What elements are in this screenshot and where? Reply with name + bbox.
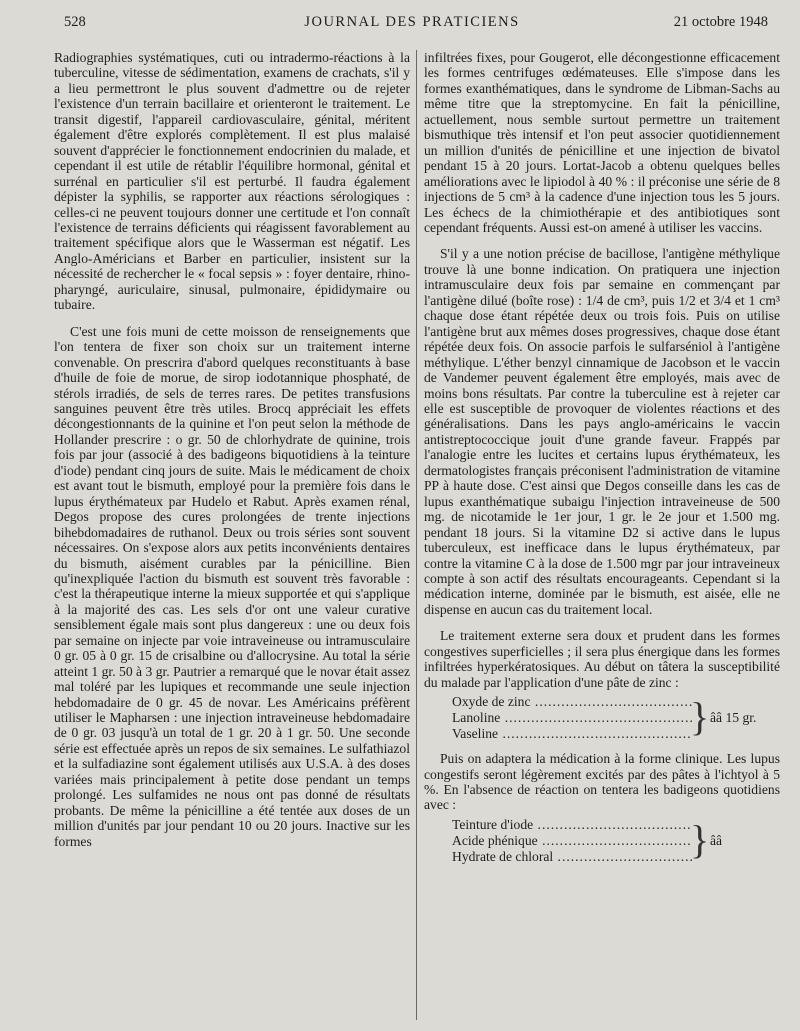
formula-item: Oxyde de zinc ..... xyxy=(452,694,692,709)
formula-item: Hydrate de chloral ..... xyxy=(452,849,692,864)
page-number: 528 xyxy=(64,14,86,30)
page-header xyxy=(56,12,768,34)
formula-item: Vaseline ..... xyxy=(452,726,692,741)
formula-item: Lanoline ..... xyxy=(452,710,692,725)
column-divider xyxy=(416,50,417,1020)
right-column xyxy=(424,50,780,874)
zinc-paste-formula xyxy=(424,694,780,743)
issue-date: 21 octobre 1948 xyxy=(673,14,768,30)
right-paragraph-2: S'il y a une notion précise de bacillose, l'antigène méthylique trouve là une bonne indication. On pratiquera une injection intramusculaire deux fois par semaine en commençant par l'antigène dilué (boîte rose) : 1/4 de cm³, puis 1/2 et 3/4 et 1 cm³ chaque dose étant répétée deux ou trois fois. Puis on utilise l'antigène brut aux mêmes doses progressives, chaque dose étant répétée deux fois. On associe parfois le sulfarséniol à l'antigène méthylique. L'éther benzyl cinnamique de Jacobson et le vaccin de Vandemer peuvent également être employés, mais avec de moins bons résultats. Par contre la tuberculine est à rejeter car elle est susceptible de provoquer de violentes réactions et des généralisations. Dans les pays anglo-américains le vaccin antistreptococcique jouit d'une grande faveur. Frappés par l'analogie entre les lucites et certains lupus érythémateux, les dermatologistes français préconisent l'administration de vitamine PP à haute dose. C'est ainsi que Degos conseille dans les cas de lupus exanthématique subaigu l'injection intraveineuse de 500 mg. de nicotamide le 1er jour, 1 gr. le 2e jour et 1.500 mg. pendant 18 jours. Si la vitamine D2 si active dans le lupus tuberculeux, est inefficace dans le lupus érythémateux, par contre la vitamine C à la dose de 1.500 mgr par jour intraveineux compte à son actif des résultats encourageants. Cependant si la médication interne, dominée par le bismuth, est aisée, elle ne dispense en aucun cas du traitement local. xyxy=(424,246,780,617)
formula-item: Teinture d'iode ..... xyxy=(452,817,692,832)
journal-title: JOURNAL DES PRATICIENS xyxy=(304,14,520,30)
brace-icon: } xyxy=(690,816,710,862)
formula-dose: ââ 15 gr. xyxy=(710,710,757,726)
left-paragraph-1: Radiographies systématiques, cuti ou intradermo-réactions à la tuberculine, vitesse de sédimentation, examens de crachats, s'il y a lieu permettront le plus souvent d'admettre ou de rejeter l'existence d'un terrain bacillaire et orienteront le traitement. Le transit digestif, l'appareil cardiovasculaire, génital, méritent également d'être explorés complètement. Il est plus malaisé souvent d'apprécier le fonctionnement endocrinien du malade, et cependant il est utile de rétablir l'équilibre hormonal, génital et surrénal en particulier s'il est perturbé. Il faudra également dépister la syphilis, se rapporter aux réactions sérologiques : celles-ci ne peuvent toujours donner une certitude et l'on connaît l'existence de terrains déficients qui réagissent favorablement au traitement spécifique alors que le Wasserman est négatif. Les Anglo-Américians et Barber en particulier, insistent sur la nécessité de rechercher le « focal sepsis » : foyer dentaire, rhino-pharyngé, auriculaire, sinusal, pulmonaire, épididymaire ou tubaire. xyxy=(54,50,410,313)
iodine-formula xyxy=(424,817,780,866)
right-paragraph-3: Le traitement externe sera doux et prudent dans les formes congestives superficielles ; il sera plus énergique dans les formes infiltrées hyperkératosiques. Au début on tâtera la susceptibilité du malade par l'application d'une pâte de zinc : xyxy=(424,628,780,690)
right-paragraph-4: Puis on adaptera la médication à la forme clinique. Les lupus congestifs seront légèrement excités par des pâtes à l'ichtyol à 5 %. En l'absence de réaction on tentera les badigeons quotidiens avec : xyxy=(424,751,780,813)
left-column xyxy=(54,50,410,849)
formula-item: Acide phénique ..... xyxy=(452,833,692,848)
formula-dose: ââ xyxy=(710,832,723,848)
left-paragraph-2: C'est une fois muni de cette moisson de renseignements que l'on tentera de fixer son choix sur un traitement interne convenable. On prescrira d'abord quelques reconstituants à base d'huile de foie de morue, de sirop iodotannique phosphaté, de stérols irradiés, de sels de terres rares. De petites transfusions sanguines peuvent être très utiles. Brocq appréciait les effets décongestionnants de la quinine et l'on peut selon la méthode de Hollander prescrire : o gr. 50 de chlorhydrate de quinine, trois fois par jour (associé à des badigeons biquotidiens à la teinture d'iode) pendant cinq jours de suite. Mais le médicament de choix est avant tout le bismuth, employé pour la première fois dans le lupus érythémateux par Hudelo et Rabut. Après examen rénal, Degos propose des cures prolongées de trente injections bihebdomadaires de ruthanol. Deux ou trois séries sont souvent nécessaires. On s'expose alors aux petits inconvénients dentaires du bismuth, aisément curables par la pénicilline. Bien qu'inexpliquée l'action du bismuth est souvent très favorable : c'est la thérapeutique interne la mieux supportée et qui s'applique à la majorité des cas. Les sels d'or ont une valeur curative sensiblement égale mais sont plus dangereux : une ou deux fois par semaine on injecte par voie intraveineuse ou intramusculaire 0 gr. 05 à 0 gr. 15 de crisalbine ou d'allocrysine. Au total la série atteint 1 gr. 50 à 3 gr. Pautrier a remarqué que le novar était assez mal toléré par les lupiques et recommande une seule injection hebdomadaire de 0 gr. 45 de novar. Les Américains préfèrent utiliser le Mapharsen : une injection intraveineuse hebdomadaire de 0 gr. 03 jusqu'à un total de 1 gr. 20 à 1 gr. 50. Une seconde série est effectuée après un repos de six semaines. Le sulfathiazol et la sulfadiazine sont également utilisés aux U.S.A. à des doses variées mais principalement à petite dose pendant un temps prolongé. Les sulfamides ne nous ont pas donné de résultats probants. De même la pénicilline a été tentée aux doses de un million d'unités par jour pendant 10 ou 20 jours. Inactive sur les formes xyxy=(54,323,410,849)
right-paragraph-1: infiltrées fixes, pour Gougerot, elle décongestionne efficacement les formes centrifuges œdémateuses. Elle s'impose dans les formes exanthématiques, dans le syndrome de Libman-Sachs au même titre que la streptomycine. En fait la pénicilline, actuellement, nous semble surtout permettre un traitement bismuthique très intensif et l'on peut associer quotidiennement un million d'unités de pénicilline et une injection de bivatol pendant 15 à 20 jours. Lortat-Jacob a obtenu quelques belles améliorations avec le lipiodol à 40 % : il préconise une série de 8 injections de 5 cm³ à la cadence d'une injection tous les 5 jours. Les échecs de la chimiothérapie et des antibiotiques sont cependant fréquents. Aussi est-on amené à utiliser les vaccins. xyxy=(424,50,780,235)
brace-icon: } xyxy=(690,694,710,740)
